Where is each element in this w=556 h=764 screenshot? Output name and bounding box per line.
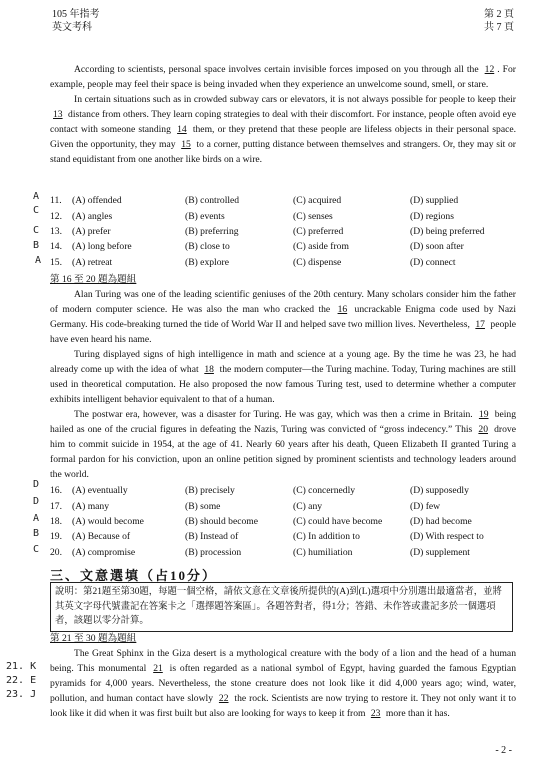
option-a: (A) offended xyxy=(72,195,122,207)
option-a: (A) eventually xyxy=(72,485,128,497)
question-number: 17. xyxy=(50,500,62,512)
option-c: (C) acquired xyxy=(293,195,342,207)
footer-page-number: - 2 - xyxy=(495,745,512,756)
passage2-paragraph3: The postwar era, however, was a disaster for Turing. He was gay, which was then a crime in Britain. 19 being hailed as one of the crucial figures in defeating the Nazis, Turing was convicted of “gross indecency.” This 20 drove him to commit suicide in 1954, at the age of 41. Nearly 60 years after his death, Queen Elizabeth II granted Turing a formal pardon for his conviction, upon an online petition signed by prominent scientists and technology leaders around the world. xyxy=(50,409,517,480)
option-a: (A) compromise xyxy=(72,546,136,558)
question-number: 13. xyxy=(50,225,62,237)
blank-19: 19 xyxy=(478,409,489,420)
option-a: (A) retreat xyxy=(72,256,113,268)
option-d: (D) supplement xyxy=(410,546,470,558)
option-d: (D) soon after xyxy=(410,241,464,253)
passage-sphinx xyxy=(50,631,516,721)
handwritten-answer: 23. J xyxy=(6,689,37,700)
blank-14: 14 xyxy=(177,124,187,135)
option-c: (C) preferred xyxy=(293,225,344,237)
question-number: 19. xyxy=(50,531,62,543)
option-b: (B) close to xyxy=(185,241,230,253)
option-d: (D) supplied xyxy=(410,195,459,207)
option-b: (B) procession xyxy=(185,546,242,558)
question-options-11-15 xyxy=(50,193,516,270)
exam-header-left xyxy=(52,8,100,34)
instructions-box: 說明：第21題至第30題，每題一個空格，請依文意在文章後所提供的(A)到(L)選項中分別選出最適當者，並將其英文字母代號畫記在答案卡之「選擇題答案區」。各題答對者，得1分；答錯、未作答或畫記多於一個選項者，該題以零分計算。 xyxy=(50,582,513,632)
option-b: (B) controlled xyxy=(185,195,240,207)
question-options-16-20 xyxy=(50,483,516,560)
handwritten-answer: A xyxy=(33,513,40,524)
option-a: (A) long before xyxy=(72,241,132,253)
page-total: 共 7 頁 xyxy=(484,22,514,33)
question-number: 12. xyxy=(50,210,62,222)
option-c: (C) aside from xyxy=(293,241,349,253)
blank-18: 18 xyxy=(204,364,214,375)
question-number: 16. xyxy=(50,485,62,497)
option-a: (A) angles xyxy=(72,210,113,222)
option-c: (C) dispense xyxy=(293,256,342,268)
blank-22: 22 xyxy=(218,693,229,704)
blank-15: 15 xyxy=(181,139,191,150)
blank-20: 20 xyxy=(478,424,488,435)
passage-alan-turing xyxy=(50,272,516,482)
handwritten-answer: B xyxy=(33,528,40,539)
blank-21: 21 xyxy=(153,663,163,674)
blank-23: 23 xyxy=(370,708,381,719)
question-row xyxy=(50,255,516,270)
option-d: (D) had become xyxy=(410,515,472,527)
option-d: (D) connect xyxy=(410,256,456,268)
blank-16: 16 xyxy=(337,304,348,315)
exam-subject: 英文考科 xyxy=(52,22,92,33)
option-a: (A) prefer xyxy=(72,225,111,237)
exam-year: 105 年指考 xyxy=(52,9,100,20)
question-number: 20. xyxy=(50,546,62,558)
section-heading: 三、文意選填（占10分） xyxy=(50,568,218,583)
option-b: (B) some xyxy=(185,500,221,512)
group-label-21-30: 第 21 至 30 題為題組 xyxy=(50,633,137,644)
question-number: 14. xyxy=(50,241,62,253)
option-b: (B) should become xyxy=(185,515,259,527)
option-a: (A) would become xyxy=(72,515,144,527)
option-a: (A) Because of xyxy=(72,531,131,543)
handwritten-answer: D xyxy=(33,479,40,490)
handwritten-answer: B xyxy=(33,240,40,251)
page-number: 第 2 頁 xyxy=(484,9,514,20)
question-row xyxy=(50,193,516,208)
exam-header-right xyxy=(484,8,514,34)
group-label-16-20: 第 16 至 20 題為題組 xyxy=(50,274,137,285)
option-b: (B) preferring xyxy=(185,225,239,237)
option-b: (B) precisely xyxy=(185,485,235,497)
option-c: (C) any xyxy=(293,500,323,512)
handwritten-answer: 21. K xyxy=(6,661,37,672)
handwritten-answer: A xyxy=(33,191,40,202)
option-c: (C) could have become xyxy=(293,515,383,527)
question-row xyxy=(50,514,516,529)
option-d: (D) being preferred xyxy=(410,225,485,237)
passage-personal-space xyxy=(50,62,516,167)
question-number: 11. xyxy=(50,195,62,207)
option-b: (B) Instead of xyxy=(185,531,239,543)
option-c: (C) In addition to xyxy=(293,531,360,543)
passage3-paragraph1: The Great Sphinx in the Giza desert is a mythological creature with the body of a lion and the head of a human being. This monumental 21 is often regarded as a national symbol of Egypt, having guarded the famous Egyptian pyramids for 4,000 years. Nevertheless, the stone creature does not look like it did 4,000 years ago; wind, water, pollution, and human contact have slowly 22 the rock. Scientists are now trying to restore it. They not only want it to look like it did when it was first built but also are looking for ways to keep it from 23 more than it has. xyxy=(50,648,516,719)
option-b: (B) events xyxy=(185,210,225,222)
question-number: 15. xyxy=(50,256,62,268)
handwritten-answer: C xyxy=(33,225,40,236)
passage2-paragraph2: Turing displayed signs of high intelligence in math and science at a young age. By the time he was 23, he had already come up with the idea of what 18 the modern computer—the Turing machine. Today, Turing machines are still used in theoretical computation. He also proposed the now famous Turing test, used to determine whether a computer exhibits intelligent behavior equivalent to that of a human. xyxy=(50,349,516,405)
question-row xyxy=(50,239,516,254)
blank-13: 13 xyxy=(53,109,63,120)
question-number: 18. xyxy=(50,515,62,527)
option-d: (D) regions xyxy=(410,210,454,222)
option-b: (B) explore xyxy=(185,256,229,268)
handwritten-answer: 22. E xyxy=(6,675,37,686)
handwritten-answer: C xyxy=(33,205,40,216)
handwritten-answer: C xyxy=(33,544,40,555)
blank-17: 17 xyxy=(475,319,485,330)
passage2-paragraph1: Alan Turing was one of the leading scientific geniuses of the 20th century. Many scholars consider him the father of modern computer science. He was also the man who cracked the 16 uncrackable Enigma code used by Nazi Germany. His code-breaking turned the tide of World War II and helped save two million lives. Nevertheless, 17 people have even heard his name. xyxy=(50,289,516,345)
passage1-paragraph2: In certain situations such as in crowded subway cars or elevators, it is not always possible for people to keep their 13 distance from others. They learn coping strategies to deal with their discomfort. For instance, people often avoid eye contact with someone standing 14 them, or they pretend that these people are lifeless objects in their personal space. Given the opportunity, they may 15 to a corner, putting distance between themselves and strangers. Or, they may sit or stand equidistant from one another like birds on a wire. xyxy=(50,94,516,165)
option-c: (C) senses xyxy=(293,210,333,222)
option-c: (C) concernedly xyxy=(293,485,356,497)
question-row xyxy=(50,529,516,544)
question-row xyxy=(50,208,516,223)
handwritten-answer: A xyxy=(35,255,42,266)
option-c: (C) humiliation xyxy=(293,546,353,558)
option-a: (A) many xyxy=(72,500,110,512)
blank-12: 12 xyxy=(484,64,495,75)
option-d: (D) supposedly xyxy=(410,485,469,497)
handwritten-answer: D xyxy=(33,496,40,507)
question-row xyxy=(50,224,516,239)
option-d: (D) few xyxy=(410,500,441,512)
option-d: (D) With respect to xyxy=(410,531,484,543)
question-row xyxy=(50,483,516,498)
question-row xyxy=(50,545,516,560)
passage1-paragraph1: According to scientists, personal space involves certain invisible forces imposed on you through all the 12 . For example, people may feel their space is being invaded when they experience an unwelcome sound, smell, or stare. xyxy=(50,64,516,90)
question-row xyxy=(50,498,516,513)
